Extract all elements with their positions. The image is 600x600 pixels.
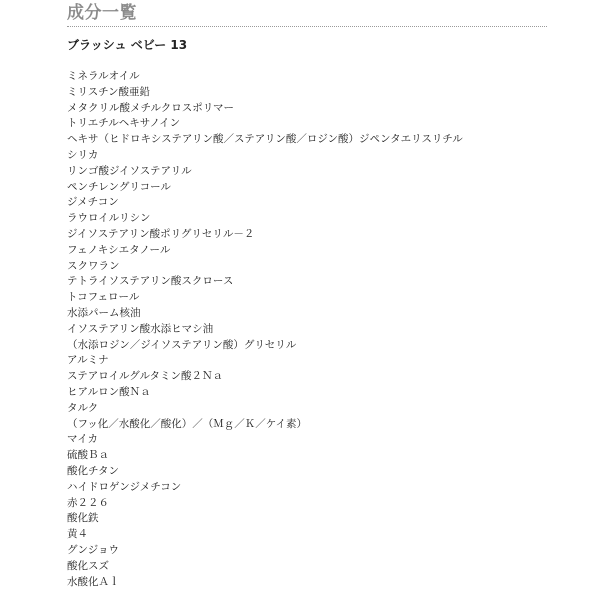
ingredient-item: フェノキシエタノール <box>67 243 171 256</box>
ingredient-item: メタクリル酸メチルクロスポリマー <box>67 101 235 114</box>
ingredient-item: ペンチレングリコール <box>67 180 171 193</box>
ingredient-item: ラウロイルリシン <box>67 212 151 225</box>
ingredient-item: ヒアルロン酸Ｎａ <box>67 385 151 398</box>
ingredient-item: シリカ <box>67 148 99 161</box>
ingredient-item: トリエチルヘキサノイン <box>67 117 181 130</box>
ingredient-item: 酸化チタン <box>67 464 119 477</box>
ingredient-item: ヘキサ（ヒドロキシステアリン酸／ステアリン酸／ロジン酸）ジペンタエリスリチル <box>67 133 463 146</box>
ingredient-item: イソステアリン酸水添ヒマシ油 <box>67 322 214 335</box>
ingredient-item: ステアロイルグルタミン酸２Ｎａ <box>67 370 224 383</box>
ingredient-item: ジメチコン <box>67 196 119 209</box>
ingredient-item: 水酸化Ａｌ <box>67 575 120 588</box>
ingredient-item: 硫酸Ｂａ <box>67 449 109 462</box>
ingredient-item: リンゴ酸ジイソステアリル <box>67 164 192 177</box>
ingredient-item: ジイソステアリン酸ポリグリセリル－２ <box>67 227 255 240</box>
ingredient-item: 酸化鉄 <box>67 512 99 525</box>
ingredient-item: アルミナ <box>67 354 109 367</box>
ingredient-item: マイカ <box>67 433 98 446</box>
ingredient-item: スクワラン <box>67 259 120 272</box>
ingredient-item: （水添ロジン／ジイソステアリン酸）グリセリル <box>67 338 297 351</box>
ingredient-item: トコフェロール <box>67 291 140 304</box>
ingredient-item: 酸化スズ <box>67 559 109 572</box>
ingredient-item: タルク <box>67 401 99 414</box>
page-title: 成分一覧 <box>67 3 137 23</box>
section-heading <box>67 2 547 27</box>
ingredient-list <box>67 69 463 590</box>
ingredient-item: グンジョウ <box>67 543 120 556</box>
ingredient-item: ハイドロゲンジメチコン <box>67 480 182 493</box>
ingredient-item: 水添パーム核油 <box>67 306 141 319</box>
ingredient-item: ミネラルオイル <box>67 70 140 82</box>
ingredient-item: （フッ化／水酸化／酸化）／（Ｍｇ／Ｋ／ケイ素） <box>67 417 308 430</box>
ingredient-item: テトライソステアリン酸スクロース <box>67 275 234 288</box>
ingredient-item: ミリスチン酸亜鉛 <box>67 85 151 98</box>
ingredient-item: 黄４ <box>67 528 88 541</box>
product-name: ブラッシュ ベビー 13 <box>67 38 188 52</box>
ingredient-item: 赤２２６ <box>67 496 109 509</box>
ingredients-panel <box>67 0 547 600</box>
